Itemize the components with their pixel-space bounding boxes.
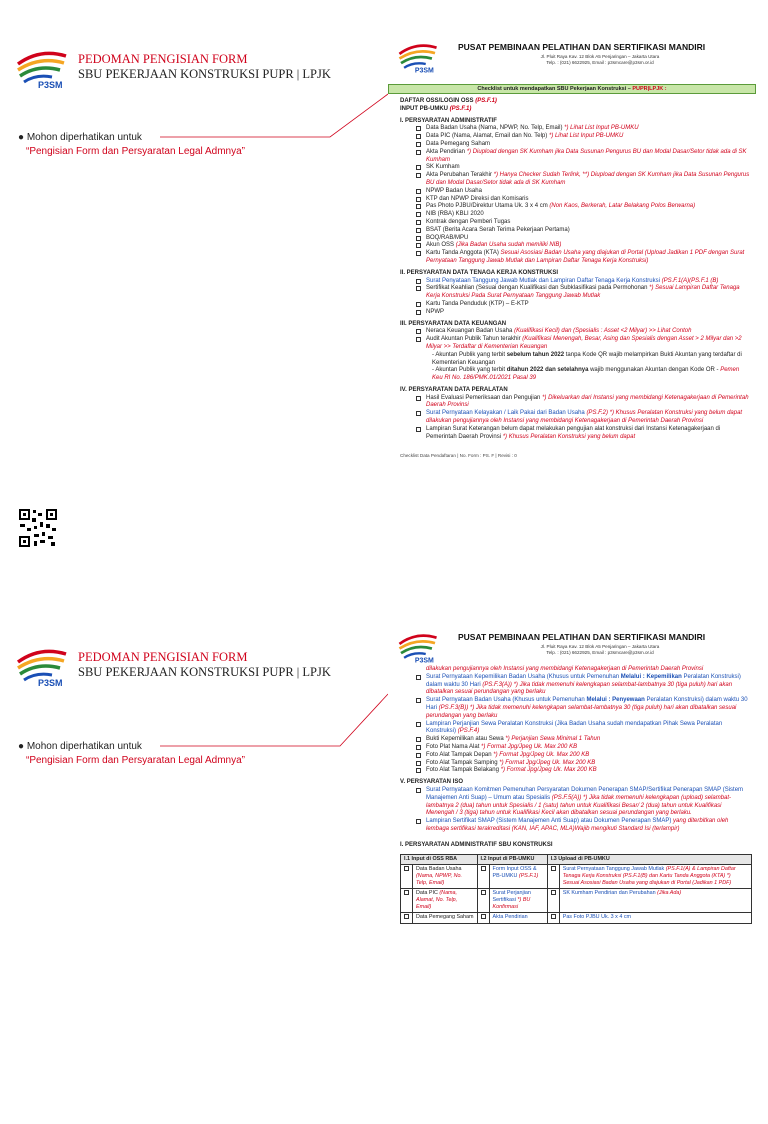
- checkbox-cell: [401, 912, 413, 923]
- guide-title: [78, 52, 331, 82]
- checklist-title-bar: [388, 84, 756, 94]
- svg-text:P3SM: P3SM: [38, 80, 63, 90]
- daftar-oss-heading: [388, 98, 756, 106]
- checklist-item: [388, 242, 756, 250]
- checklist-item: [388, 188, 756, 196]
- checklist-item: [388, 410, 756, 426]
- item-note: (PS.F.5(A)) *) Jika tidak memenuhi kelengkapan (upload) selambat-lambatnya 2 (dua) tahun untuk Spesialis / 1 (satu) tahun untuk Kualifikasi Besar/ 2 (dua) tahun untuk Kualifikasi Menengah / 3 (tiga) tahun untuk Kualifikasi Kecil akan dibatalkan sesuai perundangan yang berlaku.: [426, 794, 732, 817]
- cell-note: (Nama, NPWP, No. Telp, Email): [416, 872, 463, 886]
- item-text: Surat Pernyataan Badan Usaha (Khusus untuk Pemenuhan: [426, 697, 587, 704]
- checklist-item: [388, 736, 756, 744]
- table-row: [401, 912, 752, 923]
- checklist-item: [388, 336, 756, 352]
- checklist-item: [388, 760, 756, 768]
- section-keuangan: III. PERSYARATAN DATA KEUANGAN: [400, 320, 507, 327]
- checkbox-icon: [404, 890, 409, 895]
- checkbox-icon: [481, 866, 486, 871]
- checkbox-icon: [481, 890, 486, 895]
- item-note: *) Diupload dengan SK Kumham jika Data Susunan Pengurus BU dan Modal Dasar/Setor tidak ada di SK Kumham: [426, 148, 747, 163]
- checkbox-icon: [416, 745, 421, 750]
- item-text: NPWP Badan Usaha: [426, 187, 482, 194]
- daftar-oss-form: (PS.F.1): [475, 98, 497, 104]
- item-text: BSAT (Berita Acara Serah Terima Pekerjaan Pertama): [426, 226, 570, 233]
- keuangan-subnote: [388, 367, 756, 383]
- cell-note: (Jika Ada): [657, 889, 682, 896]
- checkbox-icon: [416, 150, 421, 155]
- keuangan-subnotes: [388, 352, 756, 383]
- p3sm-logo: [394, 630, 442, 664]
- peralatan-checklist-continued: [388, 674, 756, 775]
- guide-title-line1: PEDOMAN PENGISIAN FORM: [78, 650, 248, 664]
- checkbox-icon: [416, 753, 421, 758]
- checklist-item: [388, 328, 756, 336]
- item-note: *) Format Jpg/Jpeg Uk. Max 200 KB: [499, 759, 596, 766]
- checkbox-icon: [416, 337, 421, 342]
- table-header-cell: I.3 Upload di PB-UMKU: [547, 854, 751, 864]
- item-note: *) Sesuai Lampiran Daftar Tenaga Kerja Konstruksi Pada Surat Pernyataan Tanggung Jawab Mutlak: [426, 285, 740, 300]
- item-text: KTP dan NPWP Direksi dan Komisaris: [426, 195, 529, 202]
- subnote-text: - Akuntan Publik yang terbit: [432, 367, 507, 374]
- slide-2: [0, 612, 768, 1124]
- checkbox-icon: [416, 212, 421, 217]
- item-text: BOQ/RAB/MPU: [426, 234, 469, 241]
- checkbox-icon: [416, 197, 421, 202]
- item-text: Data Pemegang Saham: [426, 140, 491, 147]
- checkbox-icon: [416, 236, 421, 241]
- checklist-item: [388, 395, 756, 411]
- item-text: Kontrak dengan Pemberi Tugas: [426, 218, 511, 225]
- item-text: Pas Photo PJBU/Direktur Utama Uk. 3 x 4 cm: [426, 203, 550, 210]
- checkbox-icon: [416, 698, 421, 703]
- item-text-continued: dan Lampiran Daftar Tenaga Kerja Konstruksi: [538, 277, 662, 284]
- checkbox-icon: [416, 396, 421, 401]
- table-cell: [413, 864, 478, 888]
- keuangan-subnote: [388, 352, 756, 368]
- subnote-text-continued: tanpa Kode QR wajib melampirkan Bukti Akuntan yang terdaftar di Kementerian Keuangan: [432, 351, 742, 366]
- checklist-item: [388, 278, 756, 286]
- checklist-item: [388, 818, 756, 834]
- item-text: Data PIC (Nama, Alamat, Email dan No. Telp): [426, 133, 549, 140]
- cell-note: *) BU Konfirmasi: [492, 896, 531, 910]
- item-note-continued: Wajib mengikuti Standard Isi (terlampir): [574, 825, 680, 832]
- p3sm-logo: [14, 46, 70, 90]
- checkbox-icon: [416, 228, 421, 233]
- checkbox-icon: [416, 220, 421, 225]
- checkbox-icon: [416, 165, 421, 170]
- checkbox-cell: [547, 864, 559, 888]
- checkbox-icon: [416, 737, 421, 742]
- section-tenaga-kerja: II. PERSYARATAN DATA TENAGA KERJA KONSTRUKSI: [400, 269, 559, 276]
- item-note: (PS.F.2) *) Khusus Peralatan Konstruksi yang belum dapat dilakukan pengujiannya oleh Instansi yang membidangi Ketenagakerjaan di Pemerintah Daerah Provinsi: [426, 410, 743, 425]
- checkbox-cell: [547, 912, 559, 923]
- checklist-item: [388, 203, 756, 211]
- checkbox-icon: [416, 310, 421, 315]
- section-administratif: I. PERSYARATAN ADMINISTRATIF: [400, 117, 497, 124]
- checklist-item: [388, 172, 756, 188]
- org-address: [500, 54, 700, 67]
- checklist-item: [388, 164, 756, 172]
- checklist-item: [388, 211, 756, 219]
- cell-text: Surat Perjanjian Sertifikasi: [492, 889, 531, 903]
- item-text-continued: Peralatan Konstruksi) dalam waktu 30 Hari: [426, 697, 748, 711]
- item-text: Foto Alat Tampak Samping: [426, 759, 500, 766]
- item-text: Surat Penyataan Tanggung Jawab Mutlak: [426, 277, 539, 284]
- item-note: *) Lihat List Input PB-UMKU: [564, 125, 639, 132]
- checklist-page-2: [388, 626, 756, 924]
- checkbox-icon: [404, 866, 409, 871]
- checklist-title: Checklist untuk mendapatkan SBU Pekerjaan Konstruksi –: [477, 86, 633, 92]
- item-note-continued: (PS.F.1 (B): [689, 277, 719, 284]
- table-cell: [489, 864, 547, 888]
- item-bold-text: Melalui : Kepemilikan: [620, 673, 682, 680]
- admin-requirements-table: [400, 854, 752, 924]
- checkbox-icon: [416, 204, 421, 209]
- input-umku-form: (PS.F.1): [449, 105, 472, 112]
- iso-checklist: [388, 787, 756, 834]
- item-text: NPWP: [426, 308, 444, 315]
- section-admin-table: I. PERSYARATAN ADMINISTRATIF SBU KONSTRUKSI: [400, 841, 553, 848]
- subnote-text: - Akuntan Publik yang terbit: [432, 351, 507, 358]
- item-text: Foto Plat Nama Alat: [426, 743, 482, 750]
- checklist-item: [388, 219, 756, 227]
- item-note: (PS.F.3(B)) *) Jika tidak memenuhi kelengkapan selambat-lambatnya 30 (tiga puluh) hari akan dibatalkan sesuai perundangan yang berlaku: [426, 704, 737, 719]
- cell-text: Data Badan Usaha: [416, 865, 462, 872]
- checkbox-cell: [547, 888, 559, 912]
- cell-text: Pas Foto PJBU Uk. 3 x 4 cm: [562, 913, 632, 920]
- checklist-item: [388, 196, 756, 204]
- svg-text:P3SM: P3SM: [414, 657, 434, 664]
- item-note: *) Lihat List Input PB-UMKU: [548, 133, 624, 140]
- section-iso: V. PERSYARATAN ISO: [400, 779, 464, 786]
- checkbox-icon: [551, 890, 556, 895]
- cell-text: Form Input OSS & PB-UMKU: [492, 865, 537, 879]
- checklist-item: [388, 309, 756, 317]
- cell-text: SK Kumham Pendirian dan Perubahan: [562, 889, 658, 896]
- item-text: Hasil Evaluasi Pemeriksaan dan Pengujian: [426, 394, 543, 401]
- checkbox-icon: [416, 761, 421, 766]
- org-name: PUSAT PEMBINAAN PELATIHAN DAN SERTIFIKASI MANDIRI: [458, 42, 706, 52]
- cell-note: (PS.F.1(A) & Lampiran Daftar Tenaga Kerja Konstruksi (PS.F.1(B) dan Kartu Tanda Anggota (KTA) *) Sesuai Asosiasi Badan Usaha yang diajukan di Portal (Jadikan 1 PDF): [562, 865, 736, 886]
- item-note: (PS.F.3(A)) *) Jika tidak memenuhi kelengkapan selambat-lambatnya 30 (tiga puluh) hari akan dibatalkan sesuai perundangan yang berlaku: [426, 681, 733, 696]
- checklist-item: [388, 285, 756, 301]
- item-text: Akta Perubahan Terakhir: [426, 172, 494, 179]
- input-umku-text: INPUT PB-UMKU: [400, 105, 448, 112]
- checkbox-cell: [477, 888, 489, 912]
- cell-text: Surat Pernyataan Tanggung Jawab Mutlak: [562, 865, 666, 872]
- item-text: Neraca Keuangan Badan Usaha: [426, 328, 515, 335]
- qr-code-icon: [18, 508, 58, 548]
- checkbox-icon: [481, 914, 486, 919]
- checkbox-icon: [404, 914, 409, 919]
- checkbox-icon: [416, 134, 421, 139]
- subnote-text-continued: wajib menggunakan Akuntan dengan Kode OR -: [588, 367, 721, 374]
- item-note: *) Format Jpg/Jpeg Uk. Max 200 KB: [493, 751, 590, 758]
- admin-checklist: [388, 125, 756, 265]
- bullet-icon: ●: [18, 741, 25, 752]
- subnote-bold: ditahun 2022 dan setelahnya: [506, 367, 589, 374]
- note-line2: “Pengisian Form dan Persyaratan Legal Admnya”: [26, 145, 246, 157]
- checkbox-icon: [551, 914, 556, 919]
- item-text: Audit Akuntan Publik Tahun terakhir: [426, 336, 523, 343]
- checklist-item: [388, 721, 756, 737]
- checkbox-icon: [416, 427, 421, 432]
- table-body: [401, 864, 752, 923]
- note-line1: Mohon diperhatikan untuk: [26, 132, 142, 143]
- checkbox-icon: [416, 189, 421, 194]
- item-text: Surat Pernyataan Kelayakan / Laik Pakai dari Badan Usaha: [426, 410, 587, 417]
- cell-note: (Nama, Alamat, No. Telp, Email): [416, 889, 458, 910]
- checkbox-icon: [416, 142, 421, 147]
- item-note: (PS.F.1(A): [661, 277, 690, 284]
- table-header-cell: I.1 Input di OSS RBA: [401, 854, 478, 864]
- subnote-bold: sebelum tahun 2022: [506, 351, 565, 358]
- keuangan-checklist: [388, 328, 756, 351]
- address-line: Jl. Pluit Raya Kav. 12 Blok A5 Penjaringan – Jakarta Utara: [540, 644, 660, 649]
- item-text: Data Badan Usaha (Nama, NPWP, No. Telp, Email): [426, 125, 565, 132]
- checklist-item: [388, 141, 756, 149]
- item-text: Lampiran Sertifikat SMAP (Sistem Manajemen Anti Suap): [426, 818, 581, 825]
- section-peralatan: IV. PERSYARATAN DATA PERALATAN: [400, 386, 508, 393]
- item-text: Surat Pernyataan Komitmen Pemenuhan Persyaratan Dokumen Penerapan SMAP/Sertifikat Penerapan SMAP (Sistem Manajemen Anti Suap) – Umum atau Spesialis: [426, 786, 744, 801]
- item-note: (Kualifikasi Kecil) dan (Spesialis : Asset <2 Milyar) >> Lihat Contoh: [514, 328, 692, 335]
- item-text: Akun OSS: [426, 242, 456, 249]
- checklist-item: [388, 235, 756, 243]
- item-note: (PS.F.4): [457, 728, 480, 735]
- item-text: SK Kumham: [426, 164, 460, 171]
- checklist-title-red: PUPR|LPJK :: [632, 86, 667, 92]
- note-line1: Mohon diperhatikan untuk: [26, 741, 142, 752]
- item-note: (Non Kaos, Berkerah, Latar Belakang Polos Berwarna): [549, 203, 696, 210]
- item-note: *) Perjanjian Sewa Minimal 1 Tahun: [505, 736, 601, 743]
- checklist-item: [388, 744, 756, 752]
- checkbox-cell: [477, 864, 489, 888]
- svg-text:P3SM: P3SM: [414, 67, 434, 74]
- item-text-continued: atau Dokumen Penerapan SMAP): [580, 818, 674, 825]
- checklist-item: [388, 125, 756, 133]
- table-cell: [559, 912, 751, 923]
- checklist-item: [388, 133, 756, 141]
- guide-title-line2: SBU PEKERJAAN KONSTRUKSI PUPR | LPJK: [78, 665, 331, 679]
- cell-text: Data PIC: [416, 889, 440, 896]
- table-cell: [413, 912, 478, 923]
- item-text: Lampiran Surat Keterangan belum dapat melakukan pengujian alat konstruksi dari Instansi Ketenagakerjaan di Pemerintah Daerah Provinsi: [426, 425, 721, 440]
- input-umku-heading: [388, 106, 756, 114]
- item-note: *) Dikeluarkan dari Instansi yang membidangi Ketenagakerjaan di Pemerintah Daerah Provinsi: [426, 394, 749, 409]
- item-bold-text: Melalui : Penyewaan: [586, 697, 645, 704]
- checkbox-cell: [401, 864, 413, 888]
- checkbox-icon: [416, 768, 421, 773]
- item-text: Foto Alat Tampak Belakang: [426, 767, 501, 774]
- table-row: [401, 888, 752, 912]
- table-row: [401, 864, 752, 888]
- checkbox-icon: [416, 251, 421, 256]
- cell-text: Akta Pendirian: [492, 913, 528, 920]
- item-note: Sesuai Asosiasi Badan Usaha yang diajukan di Portal (Upload Jadikan 1 PDF dengan Surat Pernyataan Tanggung Jawab Mutlak dan Lampiran Daftar Tenaga Kerja Konstruksi): [426, 250, 745, 264]
- item-note: *) Khusus Peralatan Konstruksi yang belum dapat: [502, 433, 636, 440]
- item-text-continued: Peralatan Konstruksi) dalam waktu 30 Hari: [426, 673, 741, 688]
- attention-note: [18, 740, 245, 767]
- checklist-item: [388, 426, 756, 442]
- cell-note: (PS.F.1): [518, 872, 539, 879]
- contact-line: Telp. : (021) 6622925, Email : p3smcare@p3sm.or.id: [546, 650, 654, 656]
- item-note: *) Hanya Checker Sudah Terlink, **) Diupload dengan SK Kumham jika Data Susunan Pengurus BU dan Modal Dasar/Setor tidak ada di SK Kumham: [426, 172, 750, 186]
- checkbox-icon: [416, 722, 421, 727]
- guide-title-line2: SBU PEKERJAAN KONSTRUKSI PUPR | LPJK: [78, 67, 331, 81]
- item-text: Lampiran Perjanjian Sewa Peralatan Konstruksi (Jika Badan Usaha sudah mendapatkan Pihak Sewa Peralatan Konstruksi): [426, 720, 723, 735]
- checkbox-icon: [416, 411, 421, 416]
- note-line2: “Pengisian Form dan Persyaratan Legal Admnya”: [26, 754, 246, 766]
- checkbox-icon: [416, 329, 421, 334]
- page-header: [388, 626, 756, 666]
- checklist-item: [388, 752, 756, 760]
- checkbox-icon: [416, 243, 421, 248]
- checklist-item: [388, 674, 756, 697]
- checkbox-icon: [416, 126, 421, 131]
- subnote-reference: Pemen Keu RI No. 186/PMK.01/2021 Pasal 39: [432, 367, 740, 382]
- checklist-item: [388, 250, 756, 266]
- item-note: yang diterbitkan oleh lembaga sertifikasi terakreditasi (KAN, IAF, APAC, MLA): [426, 818, 729, 832]
- table-cell: [413, 888, 478, 912]
- item-text: Foto Alat Tampak Depan: [426, 751, 494, 758]
- table-cell: [559, 888, 751, 912]
- table-header-cell: I.2 Input di PB-UMKU: [477, 854, 547, 864]
- checklist-page-1: [388, 36, 756, 459]
- bullet-icon: ●: [18, 132, 25, 143]
- item-text: Bukti Kepemilikan atau Sewa: [426, 736, 506, 743]
- item-note: (Jika Badan Usaha sudah memiliki NIB): [455, 242, 562, 249]
- checkbox-cell: [477, 912, 489, 923]
- page-header: [388, 36, 756, 76]
- item-text: Akta Pendirian: [426, 148, 467, 155]
- checkbox-icon: [416, 819, 421, 824]
- svg-text:P3SM: P3SM: [38, 678, 63, 688]
- address-line: Jl. Pluit Raya Kav. 12 Blok A5 Penjaringan – Jakarta Utara: [540, 54, 660, 59]
- p3sm-logo: [394, 40, 442, 74]
- checkbox-icon: [416, 675, 421, 680]
- guide-title-line1: PEDOMAN PENGISIAN FORM: [78, 52, 248, 66]
- checklist-item: [388, 767, 756, 775]
- contact-line: Telp. : (021) 6622925, Email : p3smcare@p3sm.or.id: [546, 60, 654, 66]
- p3sm-logo: [14, 644, 70, 688]
- item-text: Sertifikat Keahlian (Sesuai dengan Kualifikasi dan Subklasifikasi pada Permohonan: [426, 285, 650, 292]
- checklist-item: [388, 227, 756, 235]
- item-text: Kartu Tanda Anggota (KTA): [426, 250, 501, 257]
- slide-1: [0, 0, 768, 512]
- attention-note: [18, 131, 245, 158]
- checkbox-icon: [416, 173, 421, 178]
- checklist-item: [388, 301, 756, 309]
- table-cell: [559, 864, 751, 888]
- item-note: (Kualifikasi Menengah, Besar, Asing dan Spesialis dengan Asset > 2 Milyar dan >2 Milyar >> Terdaftar di Kementerian Keuangan: [426, 336, 742, 350]
- cell-text: Data Pemegang Saham: [416, 913, 474, 920]
- org-address: [500, 644, 700, 657]
- table-cell: [489, 888, 547, 912]
- checkbox-cell: [401, 888, 413, 912]
- checkbox-icon: [416, 286, 421, 291]
- checkbox-icon: [551, 866, 556, 871]
- item-text: Kartu Tanda Penduduk (KTP) – E-KTP: [426, 300, 529, 307]
- checkbox-icon: [416, 302, 421, 307]
- item-note: *) Format Jpg/Jpeg Uk. Max 200 KB: [481, 743, 578, 750]
- peralatan-checklist: [388, 395, 756, 442]
- continued-text: dilakukan pengujiannya oleh Instansi yang membidangi Ketenagakerjaan di Pemerintah Daerah Provinsi: [426, 666, 704, 672]
- checklist-item: [388, 149, 756, 165]
- item-note: *) Format Jpg/Jpeg Uk. Max 200 KB: [500, 767, 597, 774]
- guide-title: [78, 650, 331, 680]
- checkbox-icon: [416, 788, 421, 793]
- checkbox-icon: [416, 279, 421, 284]
- org-name: PUSAT PEMBINAAN PELATIHAN DAN SERTIFIKASI MANDIRI: [458, 632, 706, 642]
- item-text: Surat Pernyataan Kepemilikan Badan Usaha (Khusus untuk Pemenuhan: [426, 673, 621, 680]
- table-cell: [489, 912, 547, 923]
- daftar-oss-text: DAFTAR OSS/LOGIN OSS: [400, 98, 474, 104]
- page-footer: Checklist Data Pendaftaran | No. Form : PS. F | Revisi : 0: [400, 453, 517, 459]
- checklist-item: [388, 697, 756, 720]
- table-header-row: [401, 854, 752, 864]
- checklist-item: [388, 787, 756, 818]
- item-text: NIB (RBA) KBLI 2020: [426, 211, 484, 218]
- tenaga-kerja-checklist: [388, 278, 756, 317]
